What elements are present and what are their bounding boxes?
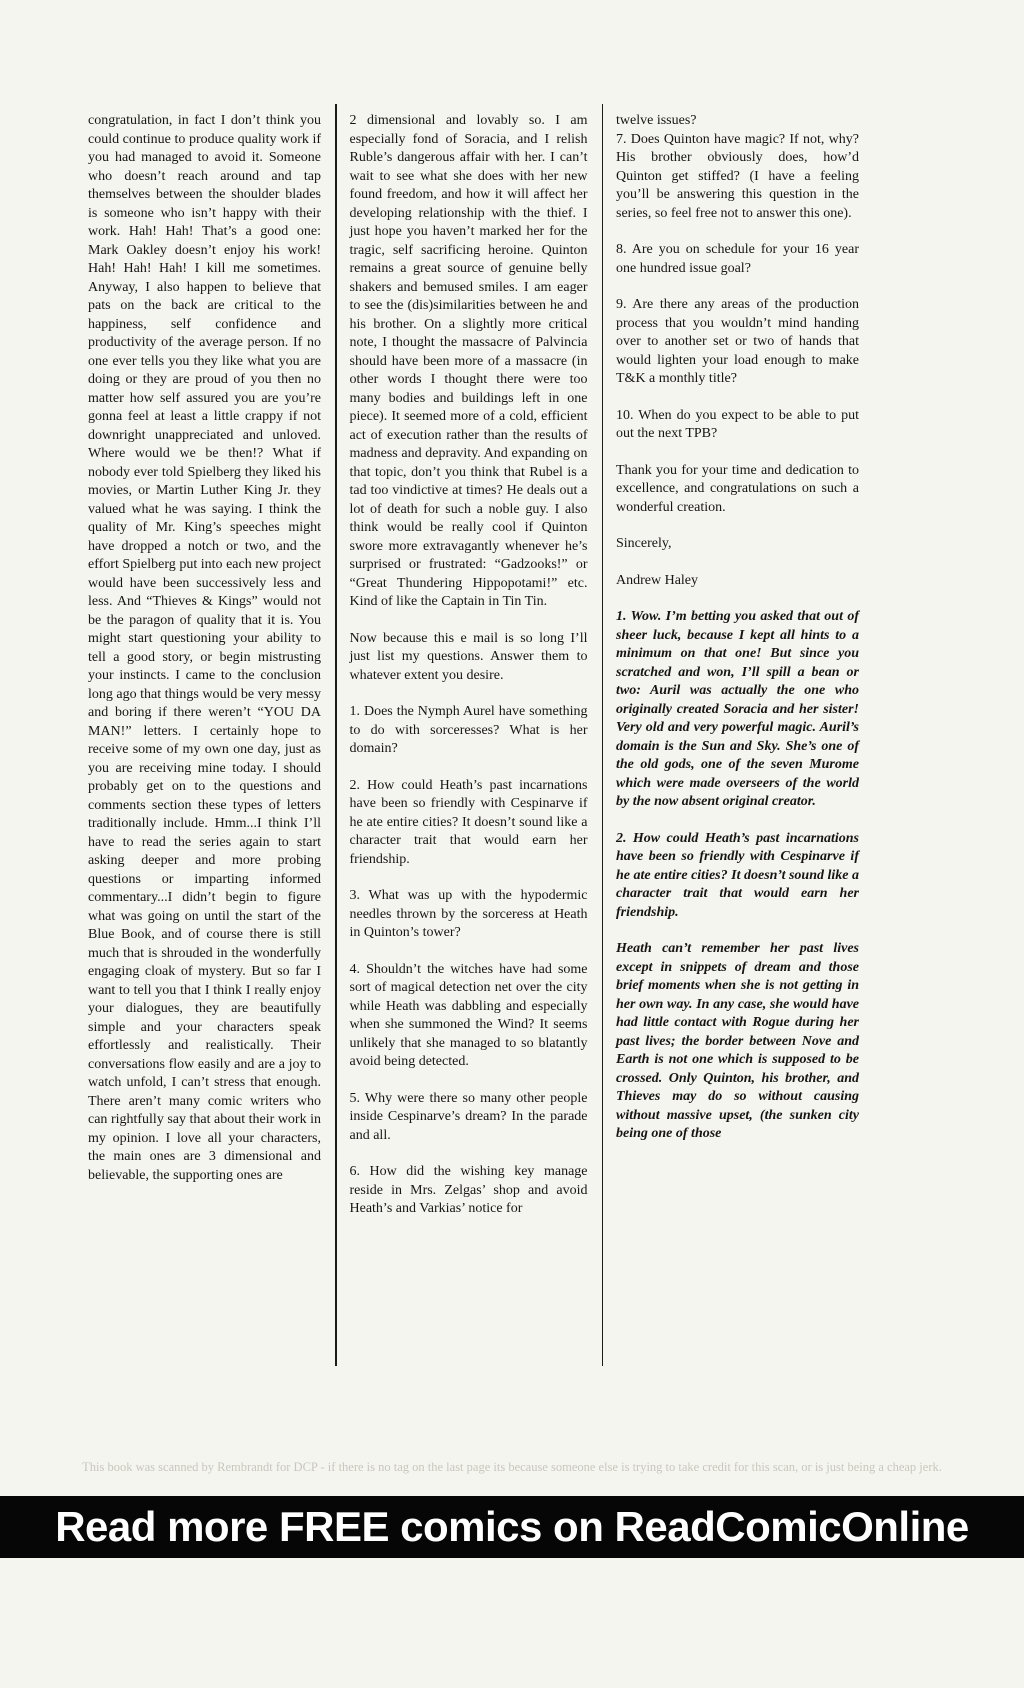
signature-name: Andrew Haley (616, 572, 699, 588)
letters-column-3 (616, 112, 859, 1162)
question-continuation: twelve issues? (616, 113, 697, 128)
signature-salutation: Sincerely, (616, 536, 672, 551)
answer-paragraph: Heath can’t remember her past lives except in snippets of dream and those brief moments when she is not getting in her own way. In any case, she would have had little contact with Rogue during her past lives; the border between Nove and Earth is not one which is supposed to be crossed. Only Quinton, his brother, and Thieves may do so without causing without massive upset, (the sunken city being one of those (616, 941, 859, 1141)
question-paragraph: 4. Shouldn’t the witches have had some sort of magical detection net over the city while Heath was dabbling and especially when she summoned the Wind? It seems unlikely that she managed to so blatantly avoid being detected. (349, 961, 588, 1069)
column-divider (602, 104, 604, 1366)
answer-quoted-question: 2. How could Heath’s past incarnations have been so friendly with Cespinarve if he ate entire cities? It doesn’t sound like a character trait that would earn her friendship. (616, 830, 859, 920)
banner-text: Read more FREE comics on ReadComicOnline (55, 1503, 969, 1550)
question-paragraph: 1. Does the Nymph Aurel have something to do with sorceresses? What is her domain? (349, 704, 588, 756)
question-paragraph: 9. Are there any areas of the production process that you wouldn’t mind handing over to another set or two of hands that would lighten your load enough to make T&K a monthly title? (616, 297, 859, 386)
question-paragraph: 8. Are you on schedule for your 16 year one hundred issue goal? (616, 242, 859, 276)
letter-paragraph: Now because this e mail is so long I’ll just list my questions. Answer them to whatever extent you desire. (349, 630, 588, 683)
question-paragraph: 7. Does Quinton have magic? If not, why? His brother obviously does, how’d Quinton get stiffed? (I have a feeling you’ll be answering this question in the series, so feel free not to answer this one). (616, 131, 859, 221)
question-paragraph: 5. Why were there so many other people inside Cespinarve’s dream? In the parade and all. (349, 1090, 588, 1143)
question-paragraph: 2. How could Heath’s past incarnations have been so friendly with Cespinarve if he ate entire cities? It doesn’t sound like a character trait that would earn her friendship. (349, 777, 588, 867)
question-paragraph: 10. When do you expect to be able to put out the next TPB? (616, 407, 859, 441)
closing-paragraph: Thank you for your time and dedication to excellence, and congratulations on such a wonderful creation. (616, 462, 859, 515)
scanner-watermark-text: This book was scanned by Rembrandt for DCP - if there is no tag on the last page its because someone else is trying to take credit for this scan, or is just being a cheap jerk. (82, 1460, 942, 1474)
letter-paragraph: congratulation, in fact I don’t think you could continue to produce quality work if you had managed to avoid it. Someone who doesn’t reach around and tap themselves between the shoulder blades is someone who isn’t happy with their work. Hah! Hah! That’s a good one: Mark Oakley doesn’t enjoy his work! Hah! Hah! Hah! I kill me sometimes. Anyway, I also happen to believe that pats on the back are critical to the happiness, self confidence and productivity of the average person. If no one ever tells you they like what you are doing or they are proud of you then no matter how self assured you are you’re gonna feel at least a little crappy if not downright unappreciated and unloved. Where would we be then!? What if nobody ever told Spielberg they liked his movies, or Martin Luther King Jr. they valued what he was saying. I think the quality of Mr. King’s speeches might have dropped a notch or two, and the effort Spielberg put into each new project would have been successively less and less. And “Thieves & Kings” would not be the paragon of quality that it is. You might start questioning your ability to tell a good story, or begin mistrusting your instincts. I came to the conclusion long ago that things would be very messy and boring if there weren’t “YOU DA MAN!” letters. I certainly hope to receive some of my own one day, just as you are receiving mine today. I should probably get on to the questions and comments section these types of letters traditionally include. Hmm...I think I’ll have to read the series again to start asking deeper and more probing questions or imparting informed commentary...I didn’t begin to figure what was going on until the start of the Blue Book, and of course there is still much that is shrouded in the wonderfully engaging cloak of mystery. But so far I want to tell you that I think I really enjoy your dialogues, they are beautifully simple and your characters speak effortlessly and realistically. Their conversations flow easily and are a joy to watch unfold, I can’t stress that enough. There aren’t many comic writers who can rightfully say that about their work in my opinion. I love all your characters, the main ones are 3 dimensional and believable, the supporting ones are (88, 113, 321, 1183)
letter-paragraph: 2 dimensional and lovably so. I am especially fond of Soracia, and I relish Ruble’s dangerous affair with her. I can’t wait to see what she does with her new found freedom, and how it will affect her developing relationship with the thief. I just hope you haven’t marked her for the tragic, self sacrificing heroine. Quinton remains a great source of genuine belly shakers and bemused smiles. I am eager to see the (dis)similarities between he and his brother. On a slightly more critical note, I thought the massacre of Palvincia should have been more of a massacre (in other words I thought there were too many bodies and buildings left in one piece). It seemed more of a cold, efficient act of execution rather than the results of madness and depravity. And expanding on that topic, don’t you think that Rubel is a tad too vindictive at times? He deals out a lot of death for such a noble guy. I also think would be really cool if Quinton swore more extravagantly whenever he’s surprised or frustrated: “Gadzooks!” or “Great Thundering Hippopotami!” etc. Kind of like the Captain in Tin Tin. (349, 113, 588, 609)
letters-text-block (88, 112, 859, 1366)
letters-column-2 (350, 112, 588, 1237)
question-paragraph: 3. What was up with the hypodermic needles thrown by the sorceress at Heath in Quinton’s tower? (349, 888, 588, 940)
question-paragraph: 6. How did the wishing key manage reside in Mrs. Zelgas’ shop and avoid Heath’s and Varkias’ notice for (349, 1164, 588, 1216)
answer-paragraph: 1. Wow. I’m betting you asked that out of sheer luck, because I kept all hints to a minimum on that one! But since you scratched and won, I’ll spill a bean or two: Auril was actually the one who originally created Soracia and her sister! Very old and very powerful magic. Auril’s domain is the Sun and Sky. She’s one of the old gods, one of the seven Murome which were made overseers of the world by the now absent original creator. (616, 609, 859, 809)
letters-column-1 (88, 112, 321, 1203)
rco-promo-banner[interactable] (0, 1496, 1024, 1558)
column-divider (335, 104, 337, 1366)
